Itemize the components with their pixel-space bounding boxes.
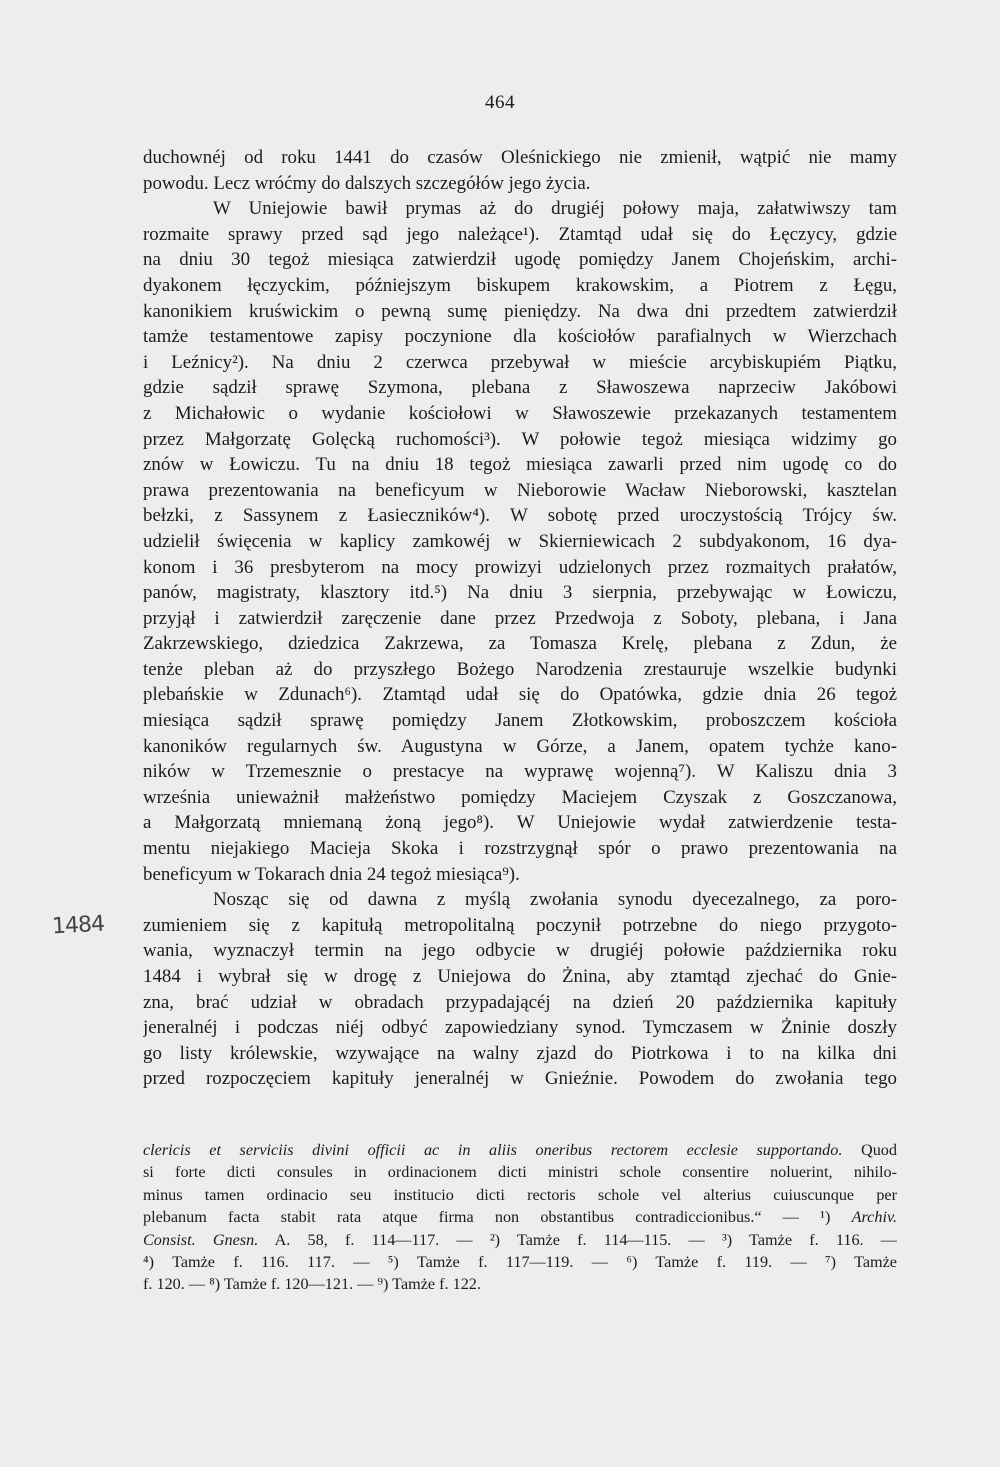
text-line: tamże testamentowe zapisy poczynione dla kościołów parafialnych w Wierzchach: [143, 326, 897, 348]
text-line: przed rozpoczęciem kapituły jeneralnéj w Gnieźnie. Powodem do zwołania tego: [143, 1068, 897, 1090]
footnote-line: [143, 1229, 897, 1251]
text-line: kanoników regularnych św. Augustyna w Górze, a Janem, opatem tychże kano-: [143, 735, 897, 757]
text-line: jeneralnéj i podczas niéj odbyć zapowiedziany synod. Tymczasem w Żninie doszły: [143, 1017, 897, 1039]
footnote-line: minus tamen ordinacio seu institucio dicti rectoris schole vel alterius cuiuscunque per: [143, 1185, 897, 1204]
text-line: udzielił święcenia w kaplicy zamkowéj w Skierniewicach 2 subdyakonom, 16 dya-: [143, 530, 897, 552]
text-line: zna, brać udział w obradach przypadającéj na dzień 20 października kapituły: [143, 991, 897, 1013]
footnote-line: f. 120. — ⁸) Tamże f. 120—121. — ⁹) Tamże f. 122.: [143, 1275, 481, 1294]
text-line: na dniu 30 tegoż miesiąca zatwierdził ugodę pomiędzy Janem Chojeńskim, archi-: [143, 249, 897, 271]
text-line: rozmaite sprawy przed sąd jego należące¹). Ztamtąd udał się do Łęczycy, gdzie: [143, 223, 897, 245]
page-number: 464: [485, 92, 515, 113]
body-text: [143, 145, 897, 1092]
text-line: beneficyum w Tokarach dnia 24 tegoż miesiąca⁹).: [143, 863, 520, 885]
text-line: tenże pleban aż do przyszłego Bożego Narodzenia zrestauruje wszelkie budynki: [143, 658, 897, 680]
text-line: W Uniejowie bawił prymas aż do drugiéj połowy maja, załatwiwszy tam: [213, 198, 897, 220]
text-line: znów w Łowiczu. Tu na dniu 18 tegoż miesiąca zawarli przed nim ugodę co do: [143, 454, 897, 476]
text-line: przez Małgorzatę Golęcką ruchomości³). W połowie tegoż miesiąca widzimy go: [143, 428, 897, 450]
handwritten-margin-note: 1484: [51, 911, 105, 940]
text-line: wania, wyznaczył termin na jego odbycie w drugiéj połowie października roku: [143, 940, 897, 962]
footnote-line: si forte dicti consules in ordinacionem dicti ministri schole consentire noluerint, nihilo-: [143, 1163, 897, 1182]
text-line: powodu. Lecz wróćmy do dalszych szczegółów jego życia.: [143, 172, 591, 194]
text-line: i Leźnicy²). Na dniu 2 czerwca przebywał w mieście arcybiskupiém Piątku,: [143, 351, 897, 373]
text-line: a Małgorzatą mniemaną żoną jego⁸). W Uniejowie wydał zatwierdzenie testa-: [143, 812, 897, 834]
footnote-italic: Consist. Gnesn.: [143, 1230, 259, 1249]
text-line: prawa prezentowania na beneficyum w Nieborowie Wacław Nieborowski, kasztelan: [143, 479, 897, 501]
text-line: gdzie sądził sprawę Szymona, plebana z Sławoszewa naprzeciw Jakóbowi: [143, 377, 897, 399]
footnote-text: Quod: [842, 1141, 897, 1159]
footnote-line: [143, 1206, 897, 1228]
text-line: 1484 i wybrał się w drogę z Uniejowa do Żnina, aby ztamtąd zjechać do Gnie-: [143, 966, 897, 987]
text-line: go listy królewskie, wzywające na walny zjazd do Piotrkowa i to na kilka dni: [143, 1042, 897, 1064]
text-line: mentu niejakiego Macieja Skoka i rozstrzygnął spór o prawo prezentowania na: [143, 838, 897, 860]
footnote-line: ⁴) Tamże f. 116. 117. — ⁵) Tamże f. 117—119. — ⁶) Tamże f. 119. — ⁷) Tamże: [143, 1252, 897, 1271]
footnotes: [143, 1139, 897, 1296]
text-line: zumieniem się z kapitułą metropolitalną poczynił potrzebne do niego przygoto-: [143, 914, 897, 936]
text-line: panów, magistraty, klasztory itd.⁵) Na dniu 3 sierpnia, przebywając w Łowiczu,: [143, 582, 897, 604]
text-line: dyakonem łęczyckim, późniejszym biskupem krakowskim, a Piotrem z Łęgu,: [143, 274, 897, 296]
text-line: ników w Trzemesznie o prestacye na wyprawę wojenną⁷). W Kaliszu dnia 3: [143, 761, 897, 783]
text-line: bełzki, z Sassynem z Łasieczników⁴). W sobotę przed uroczystością Trójcy św.: [143, 505, 897, 527]
text-line: września unieważnił małżeństwo pomiędzy Maciejem Czyszak z Goszczanowa,: [143, 786, 897, 808]
footnote-text: A. 58, f. 114—117. — ²) Tamże f. 114—115. — ³) Tamże f. 116. —: [258, 1230, 897, 1249]
footnote-text: plebanum facta stabit rata atque firma non obstantibus contradiccionibus.“ — ¹): [143, 1208, 852, 1227]
text-line: miesiąca sądził sprawę pomiędzy Janem Złotkowskim, proboszczem kościoła: [143, 710, 897, 732]
text-line: plebańskie w Zdunach⁶). Ztamtąd udał się do Opatówka, gdzie dnia 26 tegoż: [143, 684, 897, 706]
text-line: Nosząc się od dawna z myślą zwołania synodu dyecezalnego, za poro-: [213, 889, 897, 911]
text-line: Zakrzewskiego, dziedzica Zakrzewa, za Tomasza Krelę, plebana z Zdun, że: [143, 633, 897, 655]
text-line: kanonikiem kruświckim o pewną sumę pieniędzy. Na dwa dni przedtem zatwierdził: [143, 300, 897, 322]
text-line: konom i 36 presbyterom na mocy prowizyi udzielonych przez rozmaitych prałatów,: [143, 556, 897, 578]
footnote-italic: Archiv.: [851, 1208, 897, 1227]
text-line: duchownéj od roku 1441 do czasów Oleśnickiego nie zmienił, wątpić nie mamy: [143, 147, 897, 168]
footnote-italic: clericis et serviciis divini officii ac in aliis oneribus rectorem ecclesie supportando.: [143, 1141, 843, 1159]
text-line: z Michałowic o wydanie kościołowi w Sławoszewie przekazanych testamentem: [143, 402, 897, 424]
text-line: przyjął i zatwierdził zaręczenie dane przez Przedwoja z Soboty, plebana, i Jana: [143, 607, 897, 629]
footnote-line: [143, 1139, 897, 1161]
